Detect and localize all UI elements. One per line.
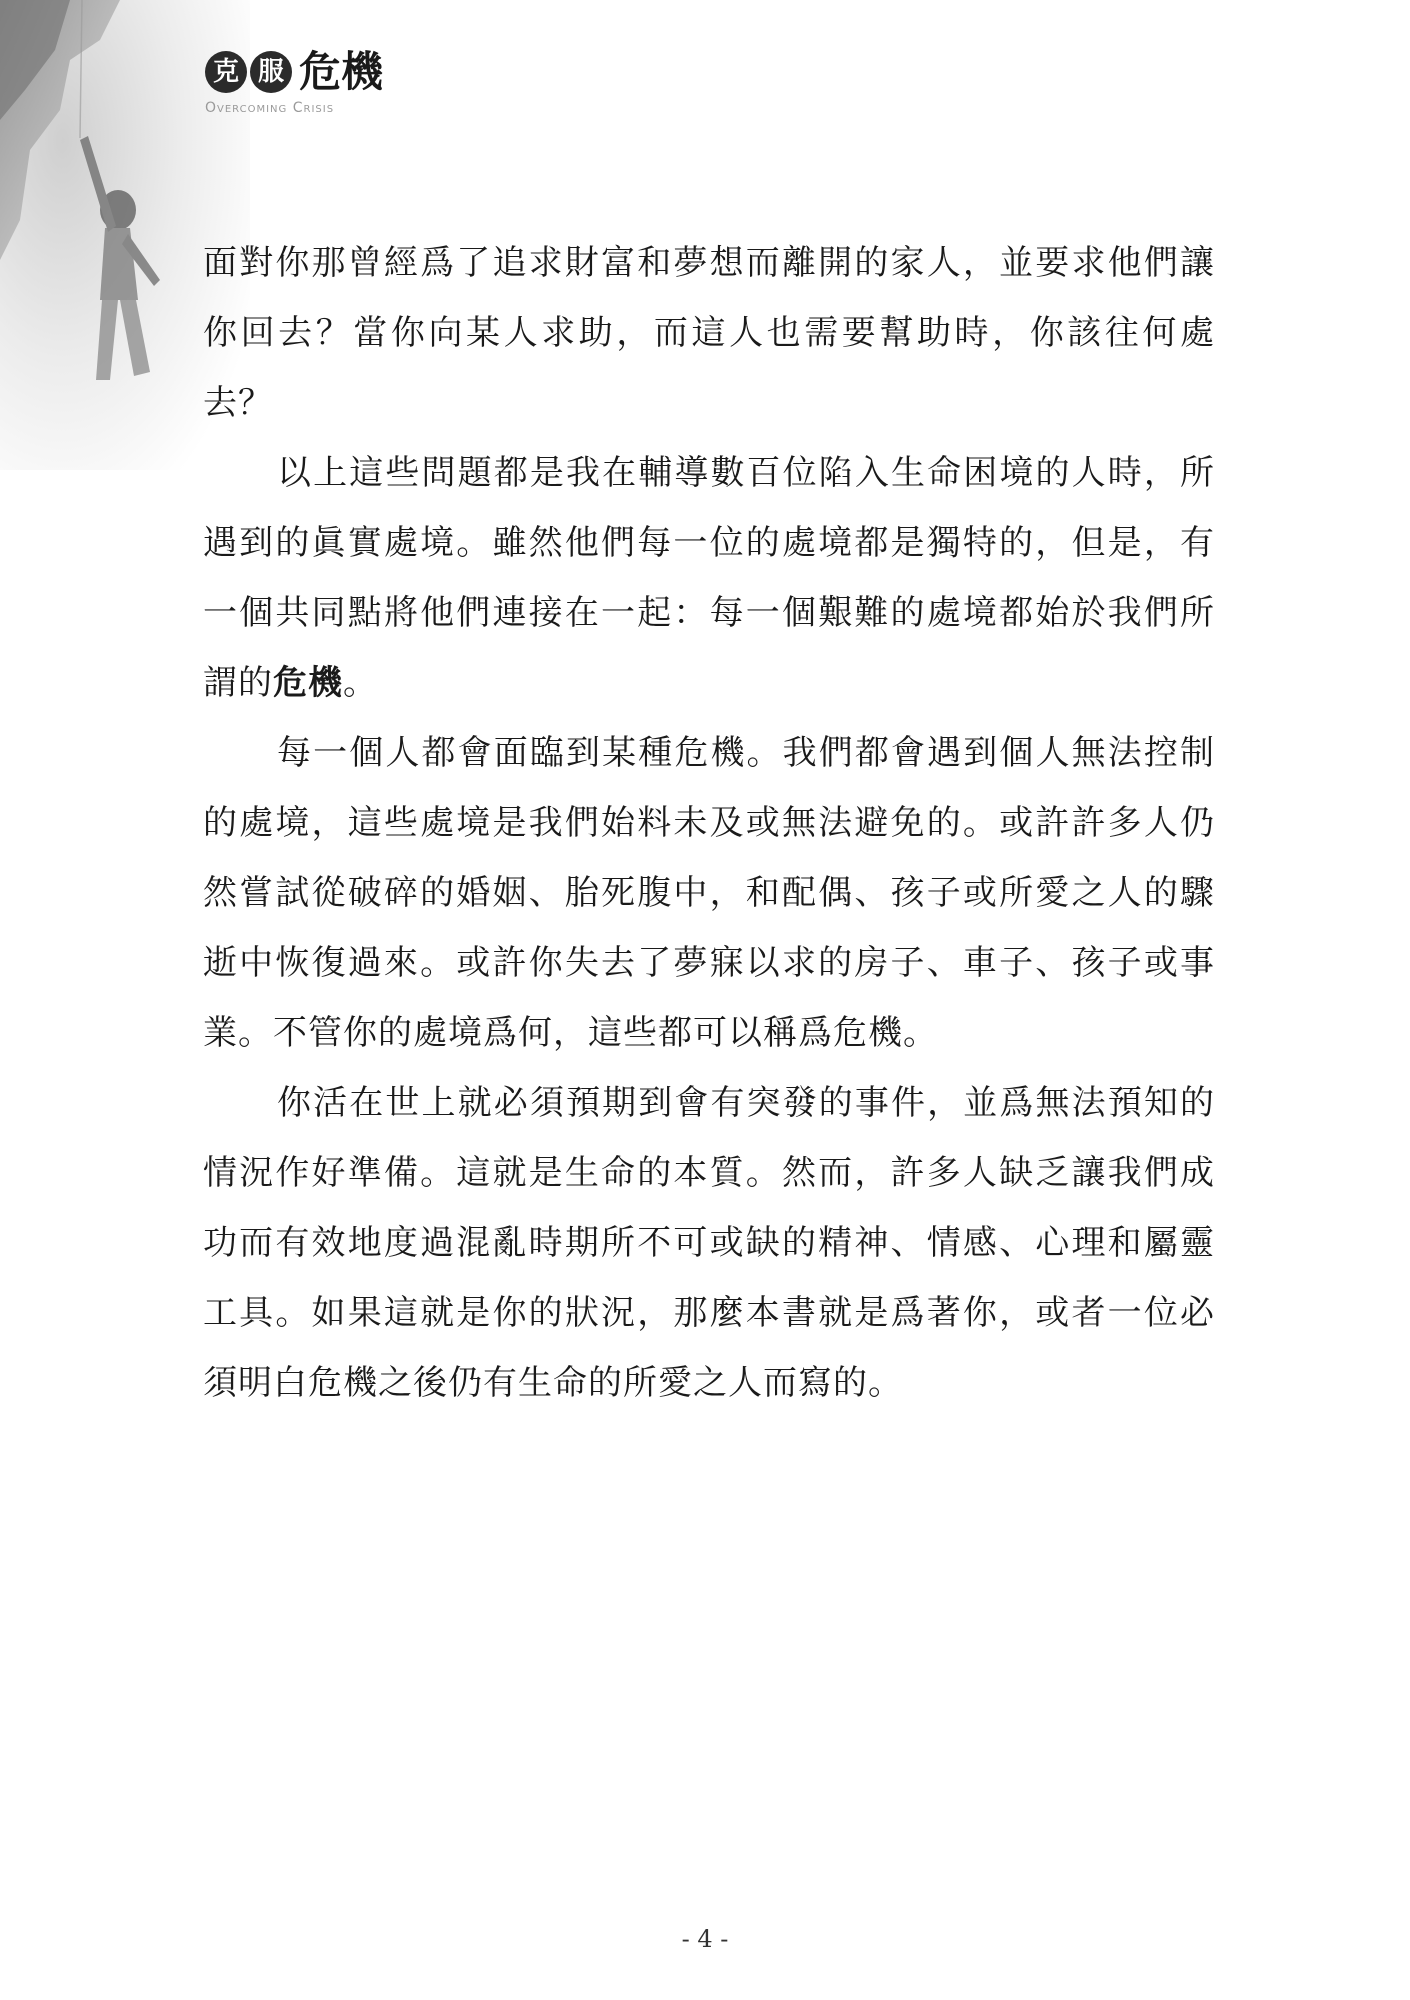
paragraph-2-end: 。 xyxy=(343,663,378,703)
logo-circle-char-1: 克 xyxy=(205,51,247,93)
paragraph-1: 面對你那曾經爲了追求財富和夢想而離開的家人，並要求他們讓你回去？當你向某人求助，而這人也需要幫助時，你該往何處去？ xyxy=(203,243,1215,423)
logo-circle-char-2: 服 xyxy=(250,51,292,93)
crisis-bold-term: 危機 xyxy=(273,663,343,703)
logo-main-text: 危機 xyxy=(299,47,384,96)
paragraph-3: 每一個人都會面臨到某種危機。我們都會遇到個人無法控制的處境，這些處境是我們始料未及或無法避免的。或許許多人仍然嘗試從破碎的婚姻、胎死腹中，和配偶、孩子或所愛之人的驟逝中恢復過來。或許你失去了夢寐以求的房子、車子、孩子或事業。不管你的處境爲何，這些都可以稱爲危機。 xyxy=(203,733,1215,1053)
book-header-logo xyxy=(205,46,383,116)
logo-title xyxy=(205,46,383,98)
page-number: - 4 - xyxy=(681,1925,729,1953)
paragraph-4: 你活在世上就必須預期到會有突發的事件，並爲無法預知的情況作好準備。這就是生命的本質。然而，許多人缺乏讓我們成功而有效地度過混亂時期所不可或缺的精神、情感、心理和屬靈工具。如果這就是你的狀況，那麼本書就是爲著你，或者一位必須明白危機之後仍有生命的所愛之人而寫的。 xyxy=(203,1083,1215,1403)
paragraph-2 xyxy=(203,438,1215,718)
body-text xyxy=(203,228,1215,1418)
paragraph-2-text: 以上這些問題都是我在輔導數百位陷入生命困境的人時，所遇到的眞實處境。雖然他們每一位的處境都是獨特的，但是，有一個共同點將他們連接在一起：每一個艱難的處境都始於我們所謂的 xyxy=(203,453,1215,703)
logo-subtitle: Overcoming Crisis xyxy=(205,100,335,116)
